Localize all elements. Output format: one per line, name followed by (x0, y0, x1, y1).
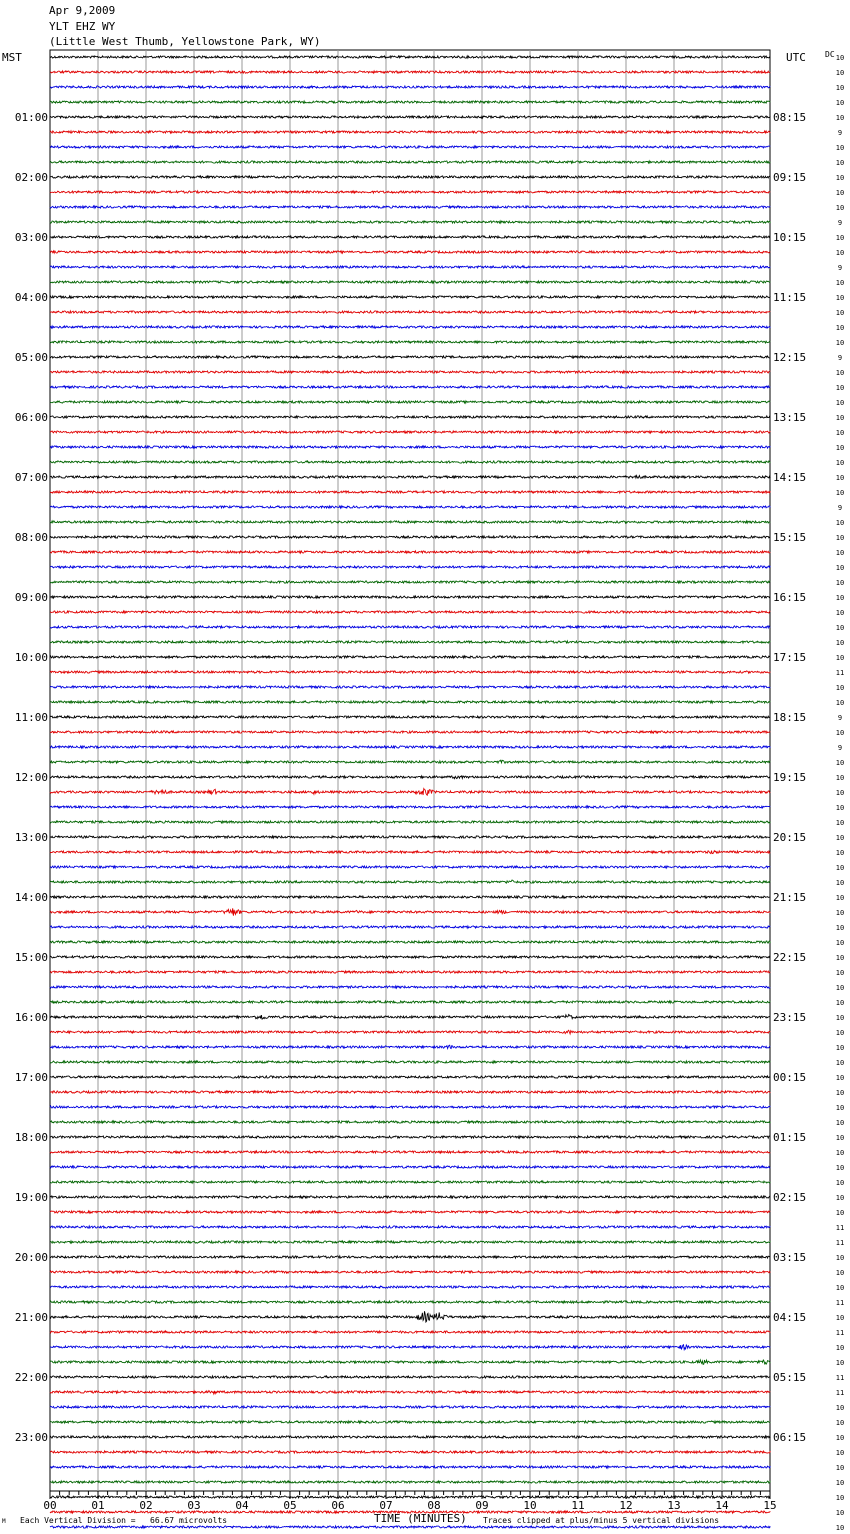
trace-row (50, 731, 770, 733)
trace-row (50, 1436, 770, 1438)
trace-row (50, 1045, 770, 1048)
dc-offset-label: 10 (835, 1479, 845, 1487)
header-station: YLT EHZ WY (49, 20, 116, 33)
trace-row (50, 1241, 770, 1243)
dc-offset-label: 10 (835, 1029, 845, 1037)
dc-offset-label: 11 (835, 1239, 845, 1247)
dc-offset-label: 10 (835, 549, 845, 557)
dc-offset-label: 10 (835, 369, 845, 377)
trace-row (50, 1256, 770, 1258)
dc-offset-label: 10 (835, 144, 845, 152)
trace-row (50, 1345, 770, 1350)
trace-row (50, 926, 770, 928)
trace-row (50, 1271, 770, 1273)
x-tick-label: 02 (139, 1499, 153, 1512)
dc-offset-label: 10 (835, 1179, 845, 1187)
dc-offset-label: 10 (835, 774, 845, 782)
dc-offset-label: 10 (835, 864, 845, 872)
trace-row (50, 491, 770, 493)
dc-offset-label: 10 (835, 879, 845, 887)
dc-offset-label: 10 (835, 1494, 845, 1502)
dc-offset-label: 10 (835, 534, 845, 542)
utc-hour-label: 04:15 (773, 1311, 807, 1324)
dc-offset-label: 10 (835, 654, 845, 662)
trace-row (50, 1226, 770, 1228)
trace-row (50, 1121, 770, 1123)
trace-row (50, 1061, 770, 1063)
trace-row (50, 836, 770, 838)
trace-row (50, 146, 770, 148)
dc-offset-label: 10 (835, 489, 845, 497)
dc-offset-label: 10 (835, 1284, 845, 1292)
dc-offset-label: 10 (835, 414, 845, 422)
utc-hour-label: 13:15 (773, 411, 807, 424)
clip-note: Traces clipped at plus/minus 5 vertical divisions (483, 1516, 720, 1525)
mst-hour-label: 03:00 (14, 231, 48, 244)
trace-row (50, 1181, 770, 1183)
x-tick-label: 01 (91, 1499, 105, 1512)
trace-row (50, 1496, 770, 1498)
trace-row (50, 1391, 770, 1394)
mst-hour-label: 15:00 (14, 951, 48, 964)
dc-offset-label: 10 (835, 1419, 845, 1427)
dc-offset-label: 10 (835, 729, 845, 737)
trace-row (50, 206, 770, 208)
trace-row (50, 1311, 770, 1322)
trace-row (50, 161, 770, 163)
dc-offset-label: 10 (835, 1434, 845, 1442)
dc-offset-label: 10 (835, 69, 845, 77)
trace-row (50, 896, 770, 898)
trace-row (50, 101, 770, 103)
dc-offset-label: 10 (835, 1404, 845, 1412)
dc-offset-label: 10 (835, 459, 845, 467)
dc-offset-label: 10 (835, 294, 845, 302)
trace-row (50, 281, 770, 283)
trace-row (50, 908, 770, 915)
dc-offset-label: 9 (837, 714, 843, 722)
trace-row (50, 971, 770, 973)
trace-row (50, 416, 770, 418)
dc-offset-label: 10 (835, 1164, 845, 1172)
mst-hour-label: 18:00 (14, 1131, 48, 1144)
dc-offset-label: 10 (835, 1149, 845, 1157)
dc-offset-label: 10 (835, 1059, 845, 1067)
trace-row (50, 296, 770, 298)
dc-offset-label: 10 (835, 1269, 845, 1277)
trace-row (50, 1406, 770, 1408)
dc-offset-label: 9 (837, 264, 843, 272)
trace-row (50, 56, 770, 58)
mst-hour-label: 09:00 (14, 591, 48, 604)
trace-row (50, 371, 770, 373)
trace-row (50, 1076, 770, 1078)
trace-row (50, 401, 770, 403)
dc-offset-label: 11 (835, 1374, 845, 1382)
trace-row (50, 521, 770, 523)
trace-row (50, 1196, 770, 1198)
utc-hour-label: 20:15 (773, 831, 807, 844)
trace-row (50, 641, 770, 643)
mst-hour-label: 23:00 (14, 1431, 48, 1444)
dc-offset-label: 10 (835, 924, 845, 932)
trace-row (50, 686, 770, 688)
trace-row (50, 1166, 770, 1168)
dc-offset-label: 10 (835, 189, 845, 197)
dc-offset-label: 11 (835, 1224, 845, 1232)
dc-offset-label: 10 (835, 1134, 845, 1142)
dc-offset-label: 10 (835, 429, 845, 437)
dc-offset-label: 10 (835, 1194, 845, 1202)
utc-hour-label: 12:15 (773, 351, 807, 364)
x-axis-title: TIME (MINUTES) (374, 1512, 467, 1525)
trace-row (50, 71, 770, 73)
trace-row (50, 191, 770, 193)
mst-hour-label: 05:00 (14, 351, 48, 364)
utc-hour-label: 03:15 (773, 1251, 807, 1264)
trace-row (50, 746, 770, 748)
trace-row (50, 86, 770, 88)
dc-offset-label: 10 (835, 444, 845, 452)
trace-row (50, 851, 770, 854)
dc-offset-label: 10 (835, 954, 845, 962)
utc-hour-label: 02:15 (773, 1191, 807, 1204)
trace-row (50, 251, 770, 253)
mst-hour-label: 14:00 (14, 891, 48, 904)
utc-hour-label: 00:15 (773, 1071, 807, 1084)
trace-row (50, 626, 770, 628)
utc-hour-label: 16:15 (773, 591, 807, 604)
dc-offset-label: 10 (835, 99, 845, 107)
x-tick-label: 07 (379, 1499, 393, 1512)
utc-hour-label: 14:15 (773, 471, 807, 484)
dc-offset-label: 10 (835, 834, 845, 842)
dc-offset-label: 10 (835, 1464, 845, 1472)
dc-offset-label: 10 (835, 639, 845, 647)
trace-row (50, 1421, 770, 1423)
trace-row (50, 701, 770, 703)
trace-row (50, 461, 770, 463)
mst-hour-label: 12:00 (14, 771, 48, 784)
x-tick-label: 14 (715, 1499, 729, 1512)
trace-row (50, 551, 770, 553)
mst-hour-label: 04:00 (14, 291, 48, 304)
trace-row (50, 356, 770, 358)
dc-offset-label: 10 (835, 939, 845, 947)
trace-row (50, 1451, 770, 1453)
x-tick-label: 15 (763, 1499, 777, 1512)
dc-offset-label: 10 (835, 789, 845, 797)
utc-hour-label: 23:15 (773, 1011, 807, 1024)
trace-row (50, 671, 770, 673)
trace-row (50, 536, 770, 538)
dc-offset-label: 10 (835, 1344, 845, 1352)
trace-row (50, 956, 770, 958)
dc-offset-label: 10 (835, 1044, 845, 1052)
trace-row (50, 221, 770, 223)
trace-row (50, 941, 770, 943)
utc-hour-label: 11:15 (773, 291, 807, 304)
dc-offset-label: 10 (835, 1524, 845, 1532)
header-date: Apr 9,2009 (49, 4, 116, 17)
trace-row (50, 446, 770, 448)
footer-left-mark: M (2, 1518, 6, 1525)
dc-offset-label: 11 (835, 1329, 845, 1337)
trace-row (50, 341, 770, 343)
dc-offset-label: 10 (835, 249, 845, 257)
trace-row (50, 176, 770, 178)
x-tick-label: 11 (571, 1499, 585, 1512)
mst-hour-label: 02:00 (14, 171, 48, 184)
dc-offset-label: 9 (837, 129, 843, 137)
dc-offset-label: 10 (835, 174, 845, 182)
trace-row (50, 326, 770, 328)
dc-offset-label: 11 (835, 1299, 845, 1307)
trace-row (50, 581, 770, 583)
dc-offset-label: 10 (835, 1209, 845, 1217)
dc-offset-label: 10 (835, 384, 845, 392)
trace-row (50, 1331, 770, 1333)
dc-offset-label: 10 (835, 1314, 845, 1322)
trace-row (50, 1481, 770, 1483)
x-tick-label: 09 (475, 1499, 489, 1512)
trace-row (50, 116, 770, 118)
mst-hour-label: 07:00 (14, 471, 48, 484)
dc-offset-label: 10 (835, 399, 845, 407)
dc-offset-label: 10 (835, 1089, 845, 1097)
dc-offset-label: 10 (835, 909, 845, 917)
utc-hour-label: 21:15 (773, 891, 807, 904)
mst-hour-label: 06:00 (14, 411, 48, 424)
trace-row (50, 880, 770, 883)
utc-hour-label: 10:15 (773, 231, 807, 244)
trace-row (50, 776, 770, 779)
dc-offset-label: 9 (837, 354, 843, 362)
dc-label: DC (825, 50, 835, 59)
dc-offset-label: 10 (835, 849, 845, 857)
trace-row (50, 1286, 770, 1288)
dc-offset-label: 11 (835, 1389, 845, 1397)
dc-offset-label: 10 (835, 519, 845, 527)
utc-hour-label: 05:15 (773, 1371, 807, 1384)
dc-offset-label: 10 (835, 804, 845, 812)
header-location: (Little West Thumb, Yellowstone Park, WY) (49, 35, 321, 48)
trace-row (50, 789, 770, 796)
trace-row (50, 1106, 770, 1108)
trace-row (50, 1136, 770, 1138)
dc-offset-label: 10 (835, 684, 845, 692)
x-tick-label: 13 (667, 1499, 681, 1512)
trace-row (50, 596, 770, 598)
right-timezone-label: UTC (786, 51, 806, 64)
x-tick-label: 12 (619, 1499, 633, 1512)
dc-offset-label: 9 (837, 504, 843, 512)
dc-offset-label: 10 (835, 309, 845, 317)
x-tick-label: 08 (427, 1499, 441, 1512)
trace-row (50, 1376, 770, 1378)
trace-row (50, 760, 770, 763)
trace-row (50, 986, 770, 988)
scale-note: Each Vertical Division = 66.67 microvolts (20, 1516, 228, 1525)
utc-hour-label: 18:15 (773, 711, 807, 724)
dc-offset-label: 10 (835, 1509, 845, 1517)
mst-hour-label: 13:00 (14, 831, 48, 844)
dc-offset-label: 10 (835, 1104, 845, 1112)
dc-offset-label: 10 (835, 339, 845, 347)
trace-row (50, 1091, 770, 1093)
dc-offset-label: 10 (835, 594, 845, 602)
dc-offset-label: 10 (835, 474, 845, 482)
dc-offset-label: 10 (835, 204, 845, 212)
trace-row (50, 386, 770, 388)
x-tick-label: 00 (43, 1499, 57, 1512)
dc-offset-label: 10 (835, 1449, 845, 1457)
dc-offset-label: 10 (835, 609, 845, 617)
utc-hour-label: 15:15 (773, 531, 807, 544)
dc-offset-label: 10 (835, 894, 845, 902)
trace-row (50, 431, 770, 433)
utc-hour-label: 19:15 (773, 771, 807, 784)
trace-row (50, 131, 770, 133)
trace-row (50, 311, 770, 313)
left-timezone-label: MST (2, 51, 22, 64)
dc-offset-label: 10 (835, 699, 845, 707)
trace-row (50, 266, 770, 268)
trace-row (50, 1014, 770, 1019)
x-tick-label: 05 (283, 1499, 297, 1512)
trace-row (50, 656, 770, 658)
x-tick-label: 10 (523, 1499, 537, 1512)
mst-hour-label: 08:00 (14, 531, 48, 544)
trace-row (50, 1001, 770, 1003)
mst-hour-label: 21:00 (14, 1311, 48, 1324)
dc-offset-label: 10 (835, 1119, 845, 1127)
trace-row (50, 611, 770, 613)
dc-offset-label: 10 (835, 1014, 845, 1022)
trace-row (50, 1211, 770, 1213)
trace-row (50, 1466, 770, 1468)
dc-offset-label: 11 (835, 669, 845, 677)
trace-row (50, 236, 770, 238)
dc-offset-label: 10 (835, 759, 845, 767)
utc-hour-label: 06:15 (773, 1431, 807, 1444)
trace-row (50, 1526, 770, 1528)
dc-offset-label: 9 (837, 219, 843, 227)
trace-row (50, 1360, 770, 1365)
trace-row (50, 1301, 770, 1303)
trace-row (50, 806, 770, 808)
trace-row (50, 566, 770, 568)
utc-hour-label: 22:15 (773, 951, 807, 964)
dc-offset-label: 10 (835, 279, 845, 287)
dc-offset-label: 10 (835, 624, 845, 632)
dc-offset-label: 10 (835, 1359, 845, 1367)
dc-offset-label: 10 (835, 54, 845, 62)
mst-hour-label: 16:00 (14, 1011, 48, 1024)
utc-hour-label: 08:15 (773, 111, 807, 124)
utc-hour-label: 01:15 (773, 1131, 807, 1144)
dc-offset-label: 10 (835, 324, 845, 332)
dc-offset-label: 10 (835, 84, 845, 92)
mst-hour-label: 01:00 (14, 111, 48, 124)
dc-offset-label: 10 (835, 1074, 845, 1082)
trace-row (50, 821, 770, 823)
dc-offset-label: 10 (835, 969, 845, 977)
dc-offset-label: 10 (835, 159, 845, 167)
dc-offset-label: 10 (835, 234, 845, 242)
mst-hour-label: 20:00 (14, 1251, 48, 1264)
trace-row (50, 476, 770, 479)
dc-offset-label: 10 (835, 564, 845, 572)
dc-offset-label: 10 (835, 114, 845, 122)
dc-offset-label: 10 (835, 999, 845, 1007)
dc-offset-label: 9 (837, 744, 843, 752)
trace-row (50, 1030, 770, 1034)
utc-hour-label: 17:15 (773, 651, 807, 664)
x-tick-label: 04 (235, 1499, 249, 1512)
x-tick-label: 06 (331, 1499, 345, 1512)
dc-offset-label: 10 (835, 819, 845, 827)
x-tick-label: 03 (187, 1499, 201, 1512)
trace-row (50, 866, 770, 868)
trace-row (50, 506, 770, 508)
trace-row (50, 1151, 770, 1153)
trace-row (50, 716, 770, 718)
mst-hour-label: 11:00 (14, 711, 48, 724)
dc-offset-label: 10 (835, 984, 845, 992)
mst-hour-label: 19:00 (14, 1191, 48, 1204)
dc-offset-label: 10 (835, 579, 845, 587)
mst-hour-label: 10:00 (14, 651, 48, 664)
dc-offset-label: 10 (835, 1254, 845, 1262)
utc-hour-label: 09:15 (773, 171, 807, 184)
mst-hour-label: 17:00 (14, 1071, 48, 1084)
mst-hour-label: 22:00 (14, 1371, 48, 1384)
